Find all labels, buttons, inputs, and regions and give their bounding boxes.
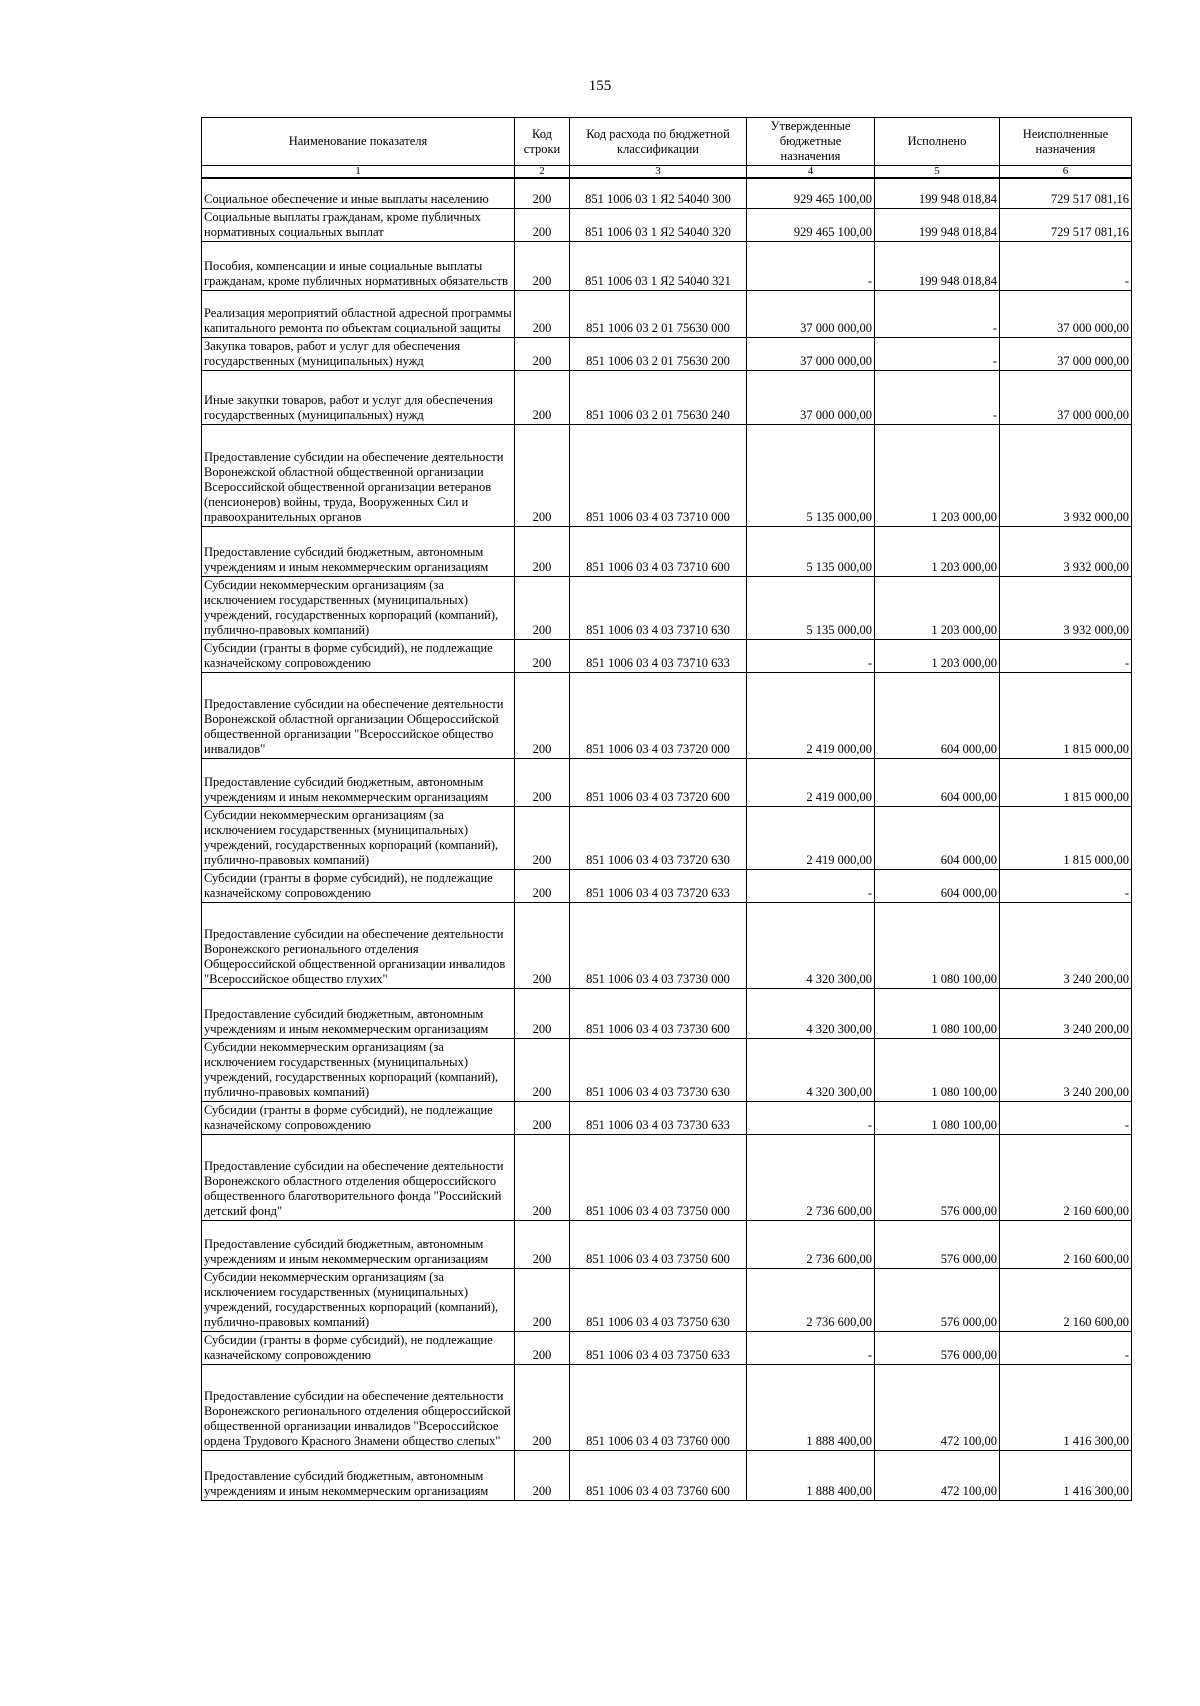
row-approved-amount: - xyxy=(747,869,875,902)
row-unexecuted-amount: 1 416 300,00 xyxy=(1000,1450,1132,1500)
table-row xyxy=(202,806,1132,869)
row-executed-amount: 1 203 000,00 xyxy=(875,639,1000,672)
table-row xyxy=(202,526,1132,576)
row-name: Предоставление субсидий бюджетным, автономным учреждениям и иным некоммерческим организациям xyxy=(202,758,515,806)
row-unexecuted-amount: - xyxy=(1000,241,1132,290)
row-unexecuted-amount: 2 160 600,00 xyxy=(1000,1268,1132,1331)
row-name: Предоставление субсидий бюджетным, автономным учреждениям и иным некоммерческим организациям xyxy=(202,1220,515,1268)
row-budget-code: 851 1006 03 4 03 73760 000 xyxy=(570,1364,747,1450)
row-unexecuted-amount: 2 160 600,00 xyxy=(1000,1134,1132,1220)
row-line-code: 200 xyxy=(515,1268,570,1331)
row-approved-amount: 2 736 600,00 xyxy=(747,1220,875,1268)
column-number: 3 xyxy=(570,166,747,179)
budget-execution-table xyxy=(201,117,1132,1501)
row-line-code: 200 xyxy=(515,1364,570,1450)
row-line-code: 200 xyxy=(515,576,570,639)
header-unexecuted: Неисполненные назначения xyxy=(1000,118,1132,166)
header-approved: Утвержденные бюджетные назначения xyxy=(747,118,875,166)
row-name: Субсидии (гранты в форме субсидий), не подлежащие казначейскому сопровождению xyxy=(202,1331,515,1364)
row-budget-code: 851 1006 03 4 03 73750 600 xyxy=(570,1220,747,1268)
row-executed-amount: 604 000,00 xyxy=(875,758,1000,806)
row-executed-amount: 199 948 018,84 xyxy=(875,178,1000,208)
row-executed-amount: 472 100,00 xyxy=(875,1450,1000,1500)
row-approved-amount: 5 135 000,00 xyxy=(747,424,875,526)
row-executed-amount: 576 000,00 xyxy=(875,1268,1000,1331)
row-budget-code: 851 1006 03 1 Я2 54040 320 xyxy=(570,208,747,241)
row-approved-amount: 5 135 000,00 xyxy=(747,576,875,639)
row-unexecuted-amount: 37 000 000,00 xyxy=(1000,290,1132,337)
row-budget-code: 851 1006 03 4 03 73720 630 xyxy=(570,806,747,869)
table-row xyxy=(202,1450,1132,1500)
row-line-code: 200 xyxy=(515,988,570,1038)
row-unexecuted-amount: 3 240 200,00 xyxy=(1000,902,1132,988)
column-number-row xyxy=(202,166,1132,179)
row-line-code: 200 xyxy=(515,672,570,758)
row-approved-amount: - xyxy=(747,639,875,672)
row-line-code: 200 xyxy=(515,639,570,672)
row-unexecuted-amount: - xyxy=(1000,869,1132,902)
row-budget-code: 851 1006 03 4 03 73720 600 xyxy=(570,758,747,806)
row-name: Субсидии (гранты в форме субсидий), не подлежащие казначейскому сопровождению xyxy=(202,1101,515,1134)
row-name: Предоставление субсидии на обеспечение деятельности Воронежской областной общественной организации Всероссийской общественной организации ветеранов (пенсионеров) войны, труда, Вооруженных Сил и правоохранительных органов xyxy=(202,424,515,526)
row-approved-amount: 1 888 400,00 xyxy=(747,1364,875,1450)
row-name: Предоставление субсидии на обеспечение деятельности Воронежской областной организации Общероссийской общественной организации "Всероссийское общество инвалидов" xyxy=(202,672,515,758)
row-name: Предоставление субсидии на обеспечение деятельности Воронежского областного отделения общероссийского общественного благотворительного фонда "Российский детский фонд" xyxy=(202,1134,515,1220)
column-number: 4 xyxy=(747,166,875,179)
row-unexecuted-amount: 3 240 200,00 xyxy=(1000,988,1132,1038)
row-line-code: 200 xyxy=(515,370,570,424)
row-name: Субсидии некоммерческим организациям (за исключением государственных (муниципальных) учреждений, государственных корпораций (компаний), публично-правовых компаний) xyxy=(202,806,515,869)
table-row xyxy=(202,988,1132,1038)
row-unexecuted-amount: 3 932 000,00 xyxy=(1000,576,1132,639)
row-executed-amount: 604 000,00 xyxy=(875,869,1000,902)
row-line-code: 200 xyxy=(515,1038,570,1101)
row-name: Социальное обеспечение и иные выплаты населению xyxy=(202,178,515,208)
row-executed-amount: - xyxy=(875,337,1000,370)
row-name: Субсидии (гранты в форме субсидий), не подлежащие казначейскому сопровождению xyxy=(202,639,515,672)
row-executed-amount: - xyxy=(875,290,1000,337)
row-budget-code: 851 1006 03 4 03 73710 000 xyxy=(570,424,747,526)
row-line-code: 200 xyxy=(515,1220,570,1268)
row-budget-code: 851 1006 03 2 01 75630 240 xyxy=(570,370,747,424)
row-budget-code: 851 1006 03 4 03 73750 630 xyxy=(570,1268,747,1331)
row-line-code: 200 xyxy=(515,1331,570,1364)
row-budget-code: 851 1006 03 2 01 75630 000 xyxy=(570,290,747,337)
row-unexecuted-amount: 729 517 081,16 xyxy=(1000,208,1132,241)
row-line-code: 200 xyxy=(515,1450,570,1500)
row-name: Субсидии (гранты в форме субсидий), не подлежащие казначейскому сопровождению xyxy=(202,869,515,902)
table-row xyxy=(202,290,1132,337)
row-budget-code: 851 1006 03 4 03 73720 000 xyxy=(570,672,747,758)
row-name: Предоставление субсидий бюджетным, автономным учреждениям и иным некоммерческим организациям xyxy=(202,988,515,1038)
table-row xyxy=(202,178,1132,208)
row-budget-code: 851 1006 03 2 01 75630 200 xyxy=(570,337,747,370)
row-unexecuted-amount: 37 000 000,00 xyxy=(1000,370,1132,424)
row-name: Предоставление субсидии на обеспечение деятельности Воронежского регионального отделения Общероссийской общественной организации инвалидов "Всероссийское общество глухих" xyxy=(202,902,515,988)
row-budget-code: 851 1006 03 4 03 73710 633 xyxy=(570,639,747,672)
column-number: 1 xyxy=(202,166,515,179)
row-executed-amount: 604 000,00 xyxy=(875,806,1000,869)
table-row xyxy=(202,370,1132,424)
row-executed-amount: 1 203 000,00 xyxy=(875,424,1000,526)
row-name: Субсидии некоммерческим организациям (за исключением государственных (муниципальных) учреждений, государственных корпораций (компаний), публично-правовых компаний) xyxy=(202,576,515,639)
row-executed-amount: 1 080 100,00 xyxy=(875,1038,1000,1101)
row-executed-amount: 576 000,00 xyxy=(875,1331,1000,1364)
row-unexecuted-amount: 729 517 081,16 xyxy=(1000,178,1132,208)
table-row xyxy=(202,337,1132,370)
row-approved-amount: 37 000 000,00 xyxy=(747,290,875,337)
row-approved-amount: - xyxy=(747,241,875,290)
row-approved-amount: 2 419 000,00 xyxy=(747,806,875,869)
table-row xyxy=(202,1220,1132,1268)
table-row xyxy=(202,1364,1132,1450)
table-row xyxy=(202,1268,1132,1331)
row-budget-code: 851 1006 03 4 03 73730 000 xyxy=(570,902,747,988)
table-header-row xyxy=(202,118,1132,166)
table-row xyxy=(202,424,1132,526)
row-line-code: 200 xyxy=(515,758,570,806)
row-approved-amount: 4 320 300,00 xyxy=(747,902,875,988)
row-approved-amount: 2 419 000,00 xyxy=(747,672,875,758)
row-executed-amount: 199 948 018,84 xyxy=(875,241,1000,290)
table-row xyxy=(202,1331,1132,1364)
row-unexecuted-amount: 1 815 000,00 xyxy=(1000,672,1132,758)
column-number: 5 xyxy=(875,166,1000,179)
row-name: Иные закупки товаров, работ и услуг для обеспечения государственных (муниципальных) нужд xyxy=(202,370,515,424)
row-approved-amount: 2 419 000,00 xyxy=(747,758,875,806)
row-name: Пособия, компенсации и иные социальные выплаты гражданам, кроме публичных нормативных обязательств xyxy=(202,241,515,290)
table-row xyxy=(202,208,1132,241)
row-executed-amount: 1 203 000,00 xyxy=(875,526,1000,576)
row-unexecuted-amount: 1 815 000,00 xyxy=(1000,758,1132,806)
row-budget-code: 851 1006 03 4 03 73730 600 xyxy=(570,988,747,1038)
row-executed-amount: 199 948 018,84 xyxy=(875,208,1000,241)
row-budget-code: 851 1006 03 4 03 73720 633 xyxy=(570,869,747,902)
row-approved-amount: - xyxy=(747,1331,875,1364)
row-approved-amount: 929 465 100,00 xyxy=(747,208,875,241)
row-approved-amount: 37 000 000,00 xyxy=(747,370,875,424)
row-approved-amount: 2 736 600,00 xyxy=(747,1134,875,1220)
row-executed-amount: 472 100,00 xyxy=(875,1364,1000,1450)
row-line-code: 200 xyxy=(515,290,570,337)
row-unexecuted-amount: 3 932 000,00 xyxy=(1000,526,1132,576)
row-executed-amount: 1 080 100,00 xyxy=(875,902,1000,988)
row-name: Субсидии некоммерческим организациям (за исключением государственных (муниципальных) учреждений, государственных корпораций (компаний), публично-правовых компаний) xyxy=(202,1268,515,1331)
row-executed-amount: 1 080 100,00 xyxy=(875,1101,1000,1134)
table-row xyxy=(202,1134,1132,1220)
row-unexecuted-amount: - xyxy=(1000,1331,1132,1364)
row-line-code: 200 xyxy=(515,178,570,208)
table-row xyxy=(202,639,1132,672)
table-row xyxy=(202,869,1132,902)
table-row xyxy=(202,758,1132,806)
row-unexecuted-amount: - xyxy=(1000,639,1132,672)
row-approved-amount: 4 320 300,00 xyxy=(747,1038,875,1101)
row-name: Реализация мероприятий областной адресной программы капитального ремонта по объектам социальной защиты xyxy=(202,290,515,337)
row-unexecuted-amount: 3 240 200,00 xyxy=(1000,1038,1132,1101)
row-budget-code: 851 1006 03 4 03 73750 633 xyxy=(570,1331,747,1364)
row-line-code: 200 xyxy=(515,902,570,988)
table-body xyxy=(202,178,1132,1500)
page-number: 155 xyxy=(588,78,612,94)
table-row xyxy=(202,1101,1132,1134)
row-approved-amount: 4 320 300,00 xyxy=(747,988,875,1038)
row-unexecuted-amount: 1 416 300,00 xyxy=(1000,1364,1132,1450)
row-budget-code: 851 1006 03 4 03 73730 630 xyxy=(570,1038,747,1101)
column-number: 2 xyxy=(515,166,570,179)
row-line-code: 200 xyxy=(515,1101,570,1134)
row-line-code: 200 xyxy=(515,806,570,869)
row-budget-code: 851 1006 03 1 Я2 54040 300 xyxy=(570,178,747,208)
header-line-code: Код строки xyxy=(515,118,570,166)
row-executed-amount: 576 000,00 xyxy=(875,1220,1000,1268)
row-name: Закупка товаров, работ и услуг для обеспечения государственных (муниципальных) нужд xyxy=(202,337,515,370)
row-name: Предоставление субсидий бюджетным, автономным учреждениям и иным некоммерческим организациям xyxy=(202,526,515,576)
row-line-code: 200 xyxy=(515,424,570,526)
row-budget-code: 851 1006 03 4 03 73710 630 xyxy=(570,576,747,639)
row-unexecuted-amount: - xyxy=(1000,1101,1132,1134)
row-approved-amount: 929 465 100,00 xyxy=(747,178,875,208)
row-budget-code: 851 1006 03 4 03 73710 600 xyxy=(570,526,747,576)
row-line-code: 200 xyxy=(515,869,570,902)
row-budget-code: 851 1006 03 4 03 73750 000 xyxy=(570,1134,747,1220)
row-executed-amount: 576 000,00 xyxy=(875,1134,1000,1220)
column-number: 6 xyxy=(1000,166,1132,179)
row-line-code: 200 xyxy=(515,337,570,370)
row-name: Субсидии некоммерческим организациям (за исключением государственных (муниципальных) учреждений, государственных корпораций (компаний), публично-правовых компаний) xyxy=(202,1038,515,1101)
row-line-code: 200 xyxy=(515,1134,570,1220)
row-unexecuted-amount: 3 932 000,00 xyxy=(1000,424,1132,526)
table-row xyxy=(202,576,1132,639)
table-row xyxy=(202,1038,1132,1101)
row-budget-code: 851 1006 03 4 03 73730 633 xyxy=(570,1101,747,1134)
header-name: Наименование показателя xyxy=(202,118,515,166)
row-line-code: 200 xyxy=(515,241,570,290)
row-name: Социальные выплаты гражданам, кроме публичных нормативных социальных выплат xyxy=(202,208,515,241)
table-row xyxy=(202,902,1132,988)
row-unexecuted-amount: 2 160 600,00 xyxy=(1000,1220,1132,1268)
row-executed-amount: - xyxy=(875,370,1000,424)
row-executed-amount: 1 203 000,00 xyxy=(875,576,1000,639)
row-approved-amount: 1 888 400,00 xyxy=(747,1450,875,1500)
row-name: Предоставление субсидий бюджетным, автономным учреждениям и иным некоммерческим организациям xyxy=(202,1450,515,1500)
table-row xyxy=(202,241,1132,290)
row-approved-amount: 5 135 000,00 xyxy=(747,526,875,576)
row-executed-amount: 604 000,00 xyxy=(875,672,1000,758)
header-executed: Исполнено xyxy=(875,118,1000,166)
table-row xyxy=(202,672,1132,758)
row-line-code: 200 xyxy=(515,526,570,576)
row-executed-amount: 1 080 100,00 xyxy=(875,988,1000,1038)
row-approved-amount: - xyxy=(747,1101,875,1134)
row-unexecuted-amount: 37 000 000,00 xyxy=(1000,337,1132,370)
header-budget-code: Код расхода по бюджетной классификации xyxy=(570,118,747,166)
row-approved-amount: 37 000 000,00 xyxy=(747,337,875,370)
row-budget-code: 851 1006 03 4 03 73760 600 xyxy=(570,1450,747,1500)
row-name: Предоставление субсидии на обеспечение деятельности Воронежского регионального отделения общероссийской общественной организации инвалидов "Всероссийское ордена Трудового Красного Знамени общество слепых" xyxy=(202,1364,515,1450)
row-approved-amount: 2 736 600,00 xyxy=(747,1268,875,1331)
row-line-code: 200 xyxy=(515,208,570,241)
row-budget-code: 851 1006 03 1 Я2 54040 321 xyxy=(570,241,747,290)
row-unexecuted-amount: 1 815 000,00 xyxy=(1000,806,1132,869)
